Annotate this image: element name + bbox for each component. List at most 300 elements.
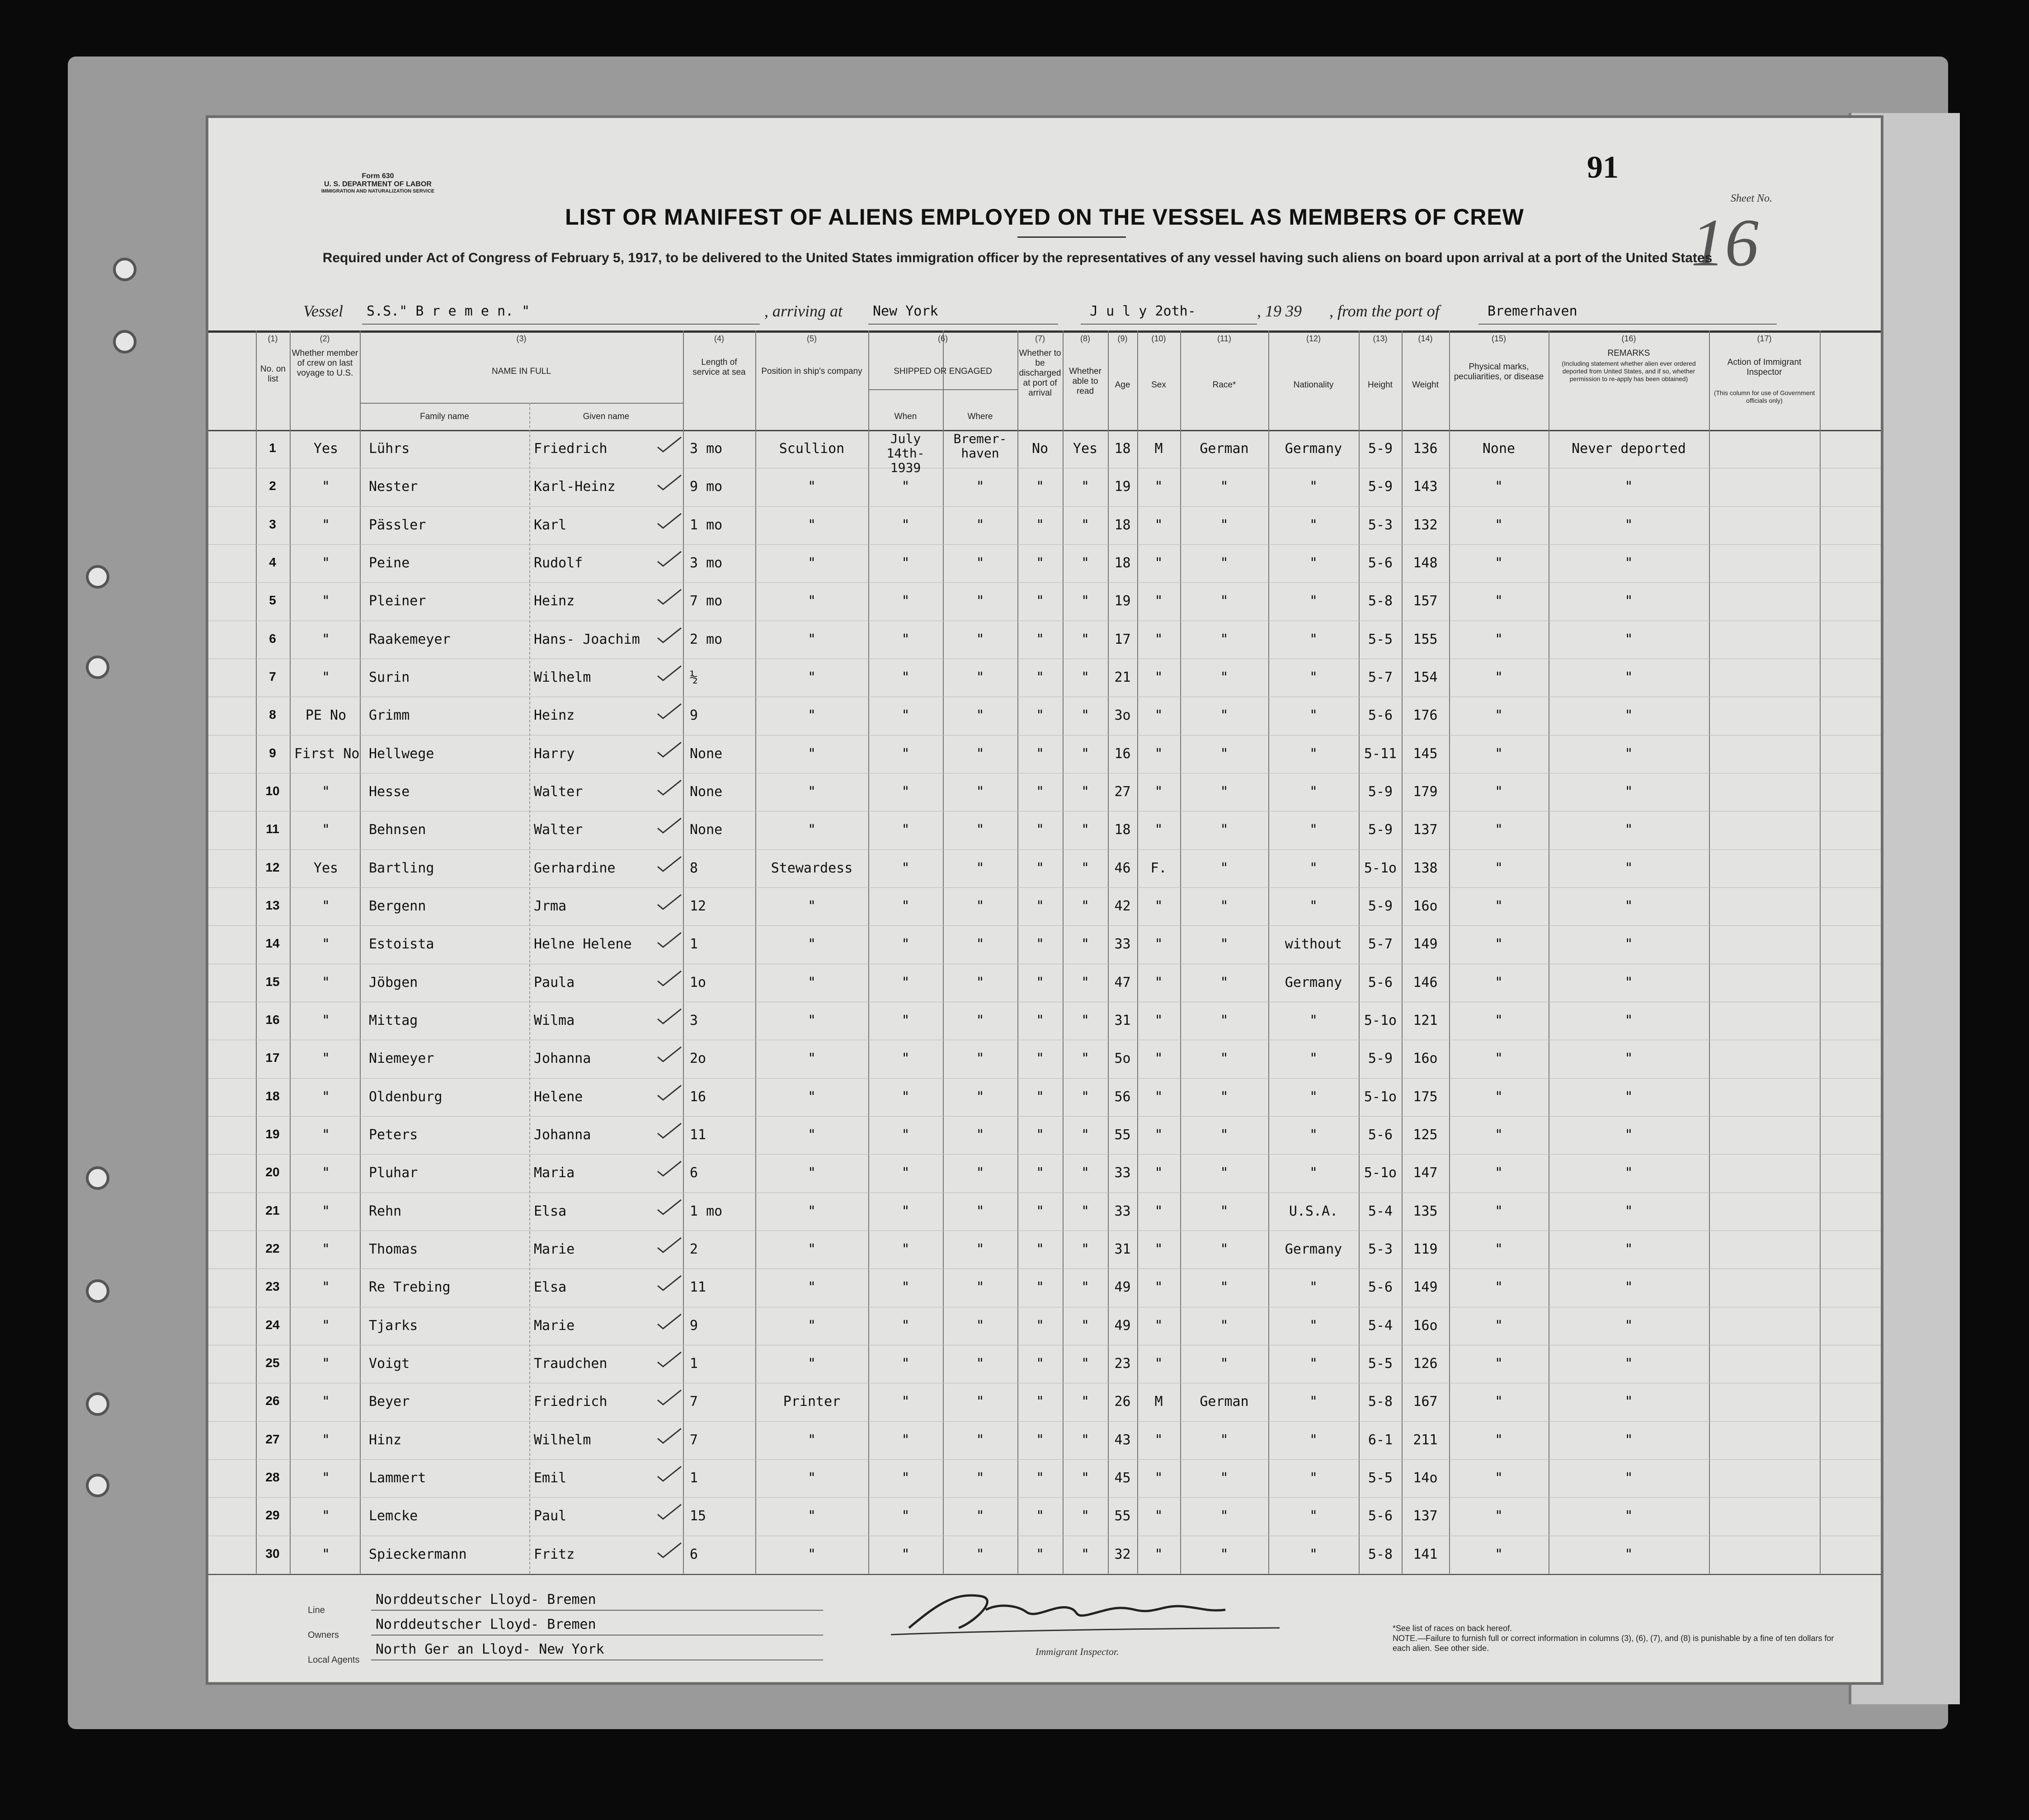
cell-remarks: " <box>1624 1127 1633 1143</box>
cell-where: " <box>976 555 984 571</box>
cell-physical-marks: " <box>1494 1013 1503 1029</box>
cell-remarks: " <box>1624 707 1633 724</box>
colnum: (3) <box>516 334 527 343</box>
cell-remarks: " <box>1624 745 1633 762</box>
cell-sex: " <box>1154 1089 1163 1105</box>
table-row <box>208 887 1881 926</box>
cell-discharged: " <box>1036 1508 1045 1524</box>
cell-nationality: Germany <box>1285 441 1342 457</box>
cell-discharged: " <box>1036 936 1045 952</box>
cell-remarks: " <box>1624 1546 1633 1562</box>
line-label: Line <box>308 1605 325 1615</box>
header-remarks-note: (Including statement whether alien ever ordered deported from United States, and if so, whether permission to re-apply has been obtained) <box>1562 360 1696 382</box>
cell-where: " <box>976 1279 984 1296</box>
cell-last-voyage: " <box>321 1432 330 1448</box>
colnum: (2) <box>320 334 330 343</box>
cell-where: " <box>976 707 984 724</box>
cell-nationality: U.S.A. <box>1289 1203 1338 1219</box>
cell-sex: " <box>1154 1356 1163 1372</box>
cell-remarks: " <box>1624 593 1633 609</box>
cell-race: " <box>1220 479 1229 495</box>
cell-where: " <box>976 822 984 838</box>
checkmark-icon <box>656 512 683 530</box>
row-number: 1 <box>269 441 276 455</box>
cell-position: " <box>807 1013 816 1029</box>
sheet-label: Sheet No. <box>1731 193 1772 204</box>
cell-height: 5-8 <box>1368 1394 1393 1410</box>
cell-discharged: " <box>1036 1203 1045 1219</box>
cell-physical-marks: " <box>1494 1051 1503 1067</box>
cell-nationality: " <box>1309 1356 1318 1372</box>
cell-position: Printer <box>783 1394 841 1410</box>
colnum: (4) <box>714 334 724 343</box>
table-row <box>208 659 1881 697</box>
cell-service: 9 <box>690 1317 698 1334</box>
row-number: 25 <box>265 1356 280 1370</box>
cell-race: " <box>1220 1279 1229 1296</box>
cell-weight: 145 <box>1413 745 1438 762</box>
cell-family-name: Jöbgen <box>369 974 418 990</box>
cell-height: 6-1 <box>1368 1432 1393 1448</box>
cell-remarks: " <box>1624 1394 1633 1410</box>
cell-service: 11 <box>690 1127 706 1143</box>
cell-discharged: " <box>1036 1470 1045 1486</box>
cell-discharged: " <box>1036 670 1045 686</box>
cell-read: " <box>1081 631 1090 647</box>
cell-race: " <box>1220 1546 1229 1562</box>
cell-age: 49 <box>1114 1279 1131 1296</box>
cell-last-voyage: " <box>321 1203 330 1219</box>
row-number: 18 <box>265 1089 280 1103</box>
cell-where: " <box>976 860 984 876</box>
cell-given-name: Wilhelm <box>534 1432 591 1448</box>
row-number: 2 <box>269 479 276 493</box>
cell-where: " <box>976 1356 984 1372</box>
cell-when: " <box>901 1394 910 1410</box>
cell-when: " <box>901 1279 910 1296</box>
cell-physical-marks: " <box>1494 822 1503 838</box>
cell-where: " <box>976 631 984 647</box>
cell-read: " <box>1081 1279 1090 1296</box>
colnum: (11) <box>1217 334 1231 343</box>
cell-when: " <box>901 1432 910 1448</box>
cell-age: 55 <box>1114 1508 1131 1524</box>
cell-read: " <box>1081 1508 1090 1524</box>
cell-given-name: Paul <box>534 1508 567 1524</box>
header-sex: Sex <box>1151 380 1166 390</box>
cell-position: " <box>807 1546 816 1562</box>
cell-remarks: " <box>1624 860 1633 876</box>
cell-read: " <box>1081 860 1090 876</box>
table-row <box>208 1154 1881 1193</box>
cell-position: " <box>807 1432 816 1448</box>
cell-last-voyage: " <box>321 1317 330 1334</box>
cell-family-name: Rehn <box>369 1203 402 1219</box>
cell-physical-marks: " <box>1494 1394 1503 1410</box>
checkmark-icon <box>656 1122 683 1140</box>
cell-height: 5-6 <box>1368 555 1393 571</box>
cell-age: 55 <box>1114 1127 1131 1143</box>
header-shipped: SHIPPED OR ENGAGED <box>894 367 992 376</box>
checkmark-icon <box>656 588 683 606</box>
cell-physical-marks: " <box>1494 1127 1503 1143</box>
table-row <box>208 735 1881 773</box>
cell-when: " <box>901 1241 910 1258</box>
table-row <box>208 1345 1881 1383</box>
cell-where: " <box>976 784 984 800</box>
from-port-label: , from the port of <box>1329 302 1440 320</box>
cell-when: " <box>901 670 910 686</box>
cell-given-name: Helene <box>534 1089 583 1105</box>
cell-last-voyage: " <box>321 974 330 990</box>
cell-family-name: Niemeyer <box>369 1051 434 1067</box>
table-row <box>208 1268 1881 1307</box>
cell-position: " <box>807 1165 816 1181</box>
cell-race: " <box>1220 1470 1229 1486</box>
cell-height: 5-4 <box>1368 1317 1393 1334</box>
cell-when: " <box>901 1165 910 1181</box>
cell-position: " <box>807 1089 816 1105</box>
cell-last-voyage: " <box>321 555 330 571</box>
cell-sex: " <box>1154 1241 1163 1258</box>
cell-sex: " <box>1154 1470 1163 1486</box>
cell-position: " <box>807 745 816 762</box>
cell-remarks: " <box>1624 1356 1633 1372</box>
cell-last-voyage: " <box>321 784 330 800</box>
cell-remarks: " <box>1624 479 1633 495</box>
cell-height: 5-5 <box>1368 631 1393 647</box>
cell-race: " <box>1220 1508 1229 1524</box>
row-number: 19 <box>265 1127 280 1141</box>
cell-position: Scullion <box>779 441 845 457</box>
cell-given-name: Marie <box>534 1317 575 1334</box>
cell-read: " <box>1081 822 1090 838</box>
checkmark-icon <box>656 1160 683 1178</box>
cell-where: " <box>976 1394 984 1410</box>
page-title: LIST OR MANIFEST OF ALIENS EMPLOYED ON THE VESSEL AS MEMBERS OF CREW <box>565 204 1524 230</box>
checkmark-icon <box>656 1427 683 1445</box>
cell-read: " <box>1081 1203 1090 1219</box>
cell-weight: 154 <box>1413 670 1438 686</box>
cell-where: " <box>976 1203 984 1219</box>
cell-remarks: " <box>1624 517 1633 533</box>
checkmark-icon <box>656 1350 683 1368</box>
row-number: 23 <box>265 1279 280 1294</box>
cell-position: " <box>807 670 816 686</box>
row-number: 21 <box>265 1203 280 1217</box>
cell-race: " <box>1220 784 1229 800</box>
cell-service: 7 mo <box>690 593 723 609</box>
cell-sex: " <box>1154 555 1163 571</box>
cell-given-name: Walter <box>534 822 583 838</box>
cell-given-name: Traudchen <box>534 1356 607 1372</box>
cell-when: " <box>901 1546 910 1562</box>
cell-family-name: Pässler <box>369 517 426 533</box>
cell-height: 5-7 <box>1368 936 1393 952</box>
cell-given-name: Karl <box>534 517 567 533</box>
cell-nationality: " <box>1309 555 1318 571</box>
cell-position: " <box>807 784 816 800</box>
cell-when: " <box>901 745 910 762</box>
vessel-underline <box>362 324 760 325</box>
cell-weight: 149 <box>1413 1279 1438 1296</box>
cell-remarks: " <box>1624 1279 1633 1296</box>
cell-where: " <box>976 936 984 952</box>
header-name-in-full: NAME IN FULL <box>492 367 551 376</box>
cell-last-voyage: " <box>321 1356 330 1372</box>
table-row <box>208 544 1881 583</box>
checkmark-icon <box>656 1007 683 1025</box>
cell-race: " <box>1220 1432 1229 1448</box>
cell-age: 17 <box>1114 631 1131 647</box>
row-number: 6 <box>269 631 276 646</box>
cell-when: " <box>901 555 910 571</box>
cell-where: Bremer- haven <box>953 431 1007 461</box>
department: U. S. DEPARTMENT OF LABOR <box>324 180 432 188</box>
cell-sex: M <box>1154 1394 1163 1410</box>
page-subtitle: Required under Act of Congress of February 5, 1917, to be delivered to the United States immigration officer by the representatives of any vessel having such aliens on board upon arrival at a port of the United States <box>322 250 1713 265</box>
cell-sex: " <box>1154 631 1163 647</box>
cell-sex: M <box>1154 441 1163 457</box>
cell-height: 5-11 <box>1364 745 1397 762</box>
cell-family-name: Lemcke <box>369 1508 418 1524</box>
header-height: Height <box>1368 380 1393 390</box>
checkmark-icon <box>656 1045 683 1063</box>
cell-height: 5-3 <box>1368 517 1393 533</box>
cell-race: " <box>1220 670 1229 686</box>
cell-when: " <box>901 1508 910 1524</box>
cell-physical-marks: " <box>1494 784 1503 800</box>
cell-when: " <box>901 1356 910 1372</box>
cell-given-name: Friedrich <box>534 441 607 457</box>
cell-remarks: " <box>1624 1241 1633 1258</box>
name-subheader-rule <box>360 403 683 404</box>
owners-label: Owners <box>308 1630 339 1640</box>
cell-service: 3 mo <box>690 555 723 571</box>
cell-service: 2 mo <box>690 631 723 647</box>
row-number: 22 <box>265 1241 280 1256</box>
cell-physical-marks: " <box>1494 670 1503 686</box>
checkmark-icon <box>656 893 683 911</box>
cell-sex: " <box>1154 1051 1163 1067</box>
checkmark-icon <box>656 1388 683 1406</box>
cell-sex: " <box>1154 1317 1163 1334</box>
cell-last-voyage: Yes <box>313 860 339 876</box>
cell-family-name: Re Trebing <box>369 1279 451 1296</box>
table-row <box>208 1497 1881 1536</box>
colnum: (1) <box>268 334 278 343</box>
vessel-label: Vessel <box>303 302 343 320</box>
cell-when: " <box>901 936 910 952</box>
cell-remarks: " <box>1624 822 1633 838</box>
cell-position: " <box>807 1279 816 1296</box>
service-name: IMMIGRATION AND NATURALIZATION SERVICE <box>321 189 435 194</box>
checkmark-icon <box>656 931 683 949</box>
binder-hole <box>113 330 137 354</box>
cell-nationality: " <box>1309 1279 1318 1296</box>
cell-remarks: " <box>1624 1432 1633 1448</box>
cell-age: 33 <box>1114 1203 1131 1219</box>
cell-nationality: " <box>1309 784 1318 800</box>
cell-when: " <box>901 1013 910 1029</box>
table-row <box>208 849 1881 888</box>
cell-discharged: " <box>1036 1013 1045 1029</box>
cell-given-name: Elsa <box>534 1203 567 1219</box>
cell-discharged: " <box>1036 1241 1045 1258</box>
cell-sex: " <box>1154 1508 1163 1524</box>
cell-age: 23 <box>1114 1356 1131 1372</box>
cell-discharged: No <box>1031 441 1049 457</box>
cell-physical-marks: " <box>1494 593 1503 609</box>
cell-last-voyage: " <box>321 670 330 686</box>
cell-sex: " <box>1154 593 1163 609</box>
cell-weight: 121 <box>1413 1013 1438 1029</box>
cell-weight: 141 <box>1413 1546 1438 1562</box>
header-where: Where <box>967 412 993 421</box>
cell-read: " <box>1081 479 1090 495</box>
checkmark-icon <box>656 473 683 491</box>
cell-position: Stewardess <box>771 860 853 876</box>
cell-nationality: " <box>1309 1089 1318 1105</box>
table-row <box>208 621 1881 659</box>
cell-service: 2 <box>690 1241 698 1258</box>
cell-weight: 147 <box>1413 1165 1438 1181</box>
table-row <box>208 1383 1881 1421</box>
cell-when: " <box>901 974 910 990</box>
from-port-underline <box>1478 324 1777 325</box>
cell-weight: 125 <box>1413 1127 1438 1143</box>
cell-age: 26 <box>1114 1394 1131 1410</box>
table-row <box>208 1193 1881 1231</box>
inspector-signature <box>882 1578 1289 1641</box>
header-nationality: Nationality <box>1293 380 1334 390</box>
arrival-date: J u l y 2oth- <box>1090 303 1196 319</box>
cell-when: " <box>901 1470 910 1486</box>
cell-physical-marks: " <box>1494 936 1503 952</box>
cell-remarks: " <box>1624 1317 1633 1334</box>
cell-weight: 135 <box>1413 1203 1438 1219</box>
table-row <box>208 964 1881 1002</box>
cell-physical-marks: " <box>1494 1279 1503 1296</box>
cell-family-name: Hesse <box>369 784 410 800</box>
colnum: (7) <box>1035 334 1045 343</box>
cell-nationality: " <box>1309 517 1318 533</box>
cell-nationality: Germany <box>1285 974 1342 990</box>
cell-sex: " <box>1154 974 1163 990</box>
cell-age: 21 <box>1114 670 1131 686</box>
cell-remarks: " <box>1624 1165 1633 1181</box>
cell-read: " <box>1081 707 1090 724</box>
cell-physical-marks: " <box>1494 745 1503 762</box>
cell-sex: F. <box>1150 860 1167 876</box>
cell-position: " <box>807 1203 816 1219</box>
cell-discharged: " <box>1036 1089 1045 1105</box>
row-number: 7 <box>269 670 276 684</box>
cell-age: 16 <box>1114 745 1131 762</box>
checkmark-icon <box>656 1084 683 1102</box>
cell-read: " <box>1081 974 1090 990</box>
cell-nationality: " <box>1309 1127 1318 1143</box>
owners-underline <box>371 1635 823 1636</box>
cell-last-voyage: " <box>321 1089 330 1105</box>
checkmark-icon <box>656 1274 683 1292</box>
cell-family-name: Estoista <box>369 936 434 952</box>
cell-read: " <box>1081 784 1090 800</box>
table-row <box>208 697 1881 735</box>
cell-where: " <box>976 1546 984 1562</box>
table-body <box>208 430 1881 1574</box>
cell-last-voyage: " <box>321 479 330 495</box>
colnum: (8) <box>1080 334 1090 343</box>
cell-where: " <box>976 1013 984 1029</box>
cell-position: " <box>807 1241 816 1258</box>
cell-physical-marks: " <box>1494 479 1503 495</box>
cell-last-voyage: " <box>321 936 330 952</box>
cell-discharged: " <box>1036 1165 1045 1181</box>
cell-physical-marks: " <box>1494 1470 1503 1486</box>
cell-height: 5-9 <box>1368 441 1393 457</box>
cell-race: " <box>1220 822 1229 838</box>
row-number: 24 <box>265 1317 280 1332</box>
cell-read: " <box>1081 1051 1090 1067</box>
sheet-number: 16 <box>1691 205 1759 280</box>
cell-race: " <box>1220 1127 1229 1143</box>
checkmark-icon <box>656 969 683 987</box>
cell-remarks: " <box>1624 1470 1633 1486</box>
cell-physical-marks: " <box>1494 1432 1503 1448</box>
cell-given-name: Karl-Heinz <box>534 479 616 495</box>
cell-given-name: Hans- Joachim <box>534 631 640 647</box>
agents-value: North Ger an Lloyd- New York <box>376 1641 604 1657</box>
cell-weight: 137 <box>1413 822 1438 838</box>
cell-sex: " <box>1154 1165 1163 1181</box>
cell-position: " <box>807 1317 816 1334</box>
cell-when: " <box>901 1089 910 1105</box>
cell-sex: " <box>1154 1203 1163 1219</box>
cell-age: 3o <box>1114 707 1131 724</box>
cell-height: 5-9 <box>1368 898 1393 915</box>
cell-read: Yes <box>1073 441 1098 457</box>
cell-family-name: Hinz <box>369 1432 402 1448</box>
cell-race: " <box>1220 1203 1229 1219</box>
cell-age: 18 <box>1114 517 1131 533</box>
cell-sex: " <box>1154 707 1163 724</box>
cell-last-voyage: " <box>321 1470 330 1486</box>
checkmark-icon <box>656 550 683 568</box>
cell-age: 32 <box>1114 1546 1131 1562</box>
cell-remarks: " <box>1624 1089 1633 1105</box>
cell-height: 5-3 <box>1368 1241 1393 1258</box>
cell-physical-marks: " <box>1494 1203 1503 1219</box>
cell-when: " <box>901 1127 910 1143</box>
arrival-underline <box>868 324 1058 325</box>
checkmark-icon <box>656 1312 683 1330</box>
cell-age: 27 <box>1114 784 1131 800</box>
cell-weight: 148 <box>1413 555 1438 571</box>
cell-service: 9 mo <box>690 479 723 495</box>
cell-age: 33 <box>1114 936 1131 952</box>
cell-service: 11 <box>690 1279 706 1296</box>
header-remarks: REMARKS <box>1607 349 1650 358</box>
cell-nationality: " <box>1309 1394 1318 1410</box>
cell-race: " <box>1220 974 1229 990</box>
cell-family-name: Lührs <box>369 441 410 457</box>
cell-weight: 14o <box>1413 1470 1438 1486</box>
cell-height: 5-6 <box>1368 1279 1393 1296</box>
cell-given-name: Johanna <box>534 1127 591 1143</box>
cell-weight: 136 <box>1413 441 1438 457</box>
cell-race: German <box>1200 1394 1249 1410</box>
